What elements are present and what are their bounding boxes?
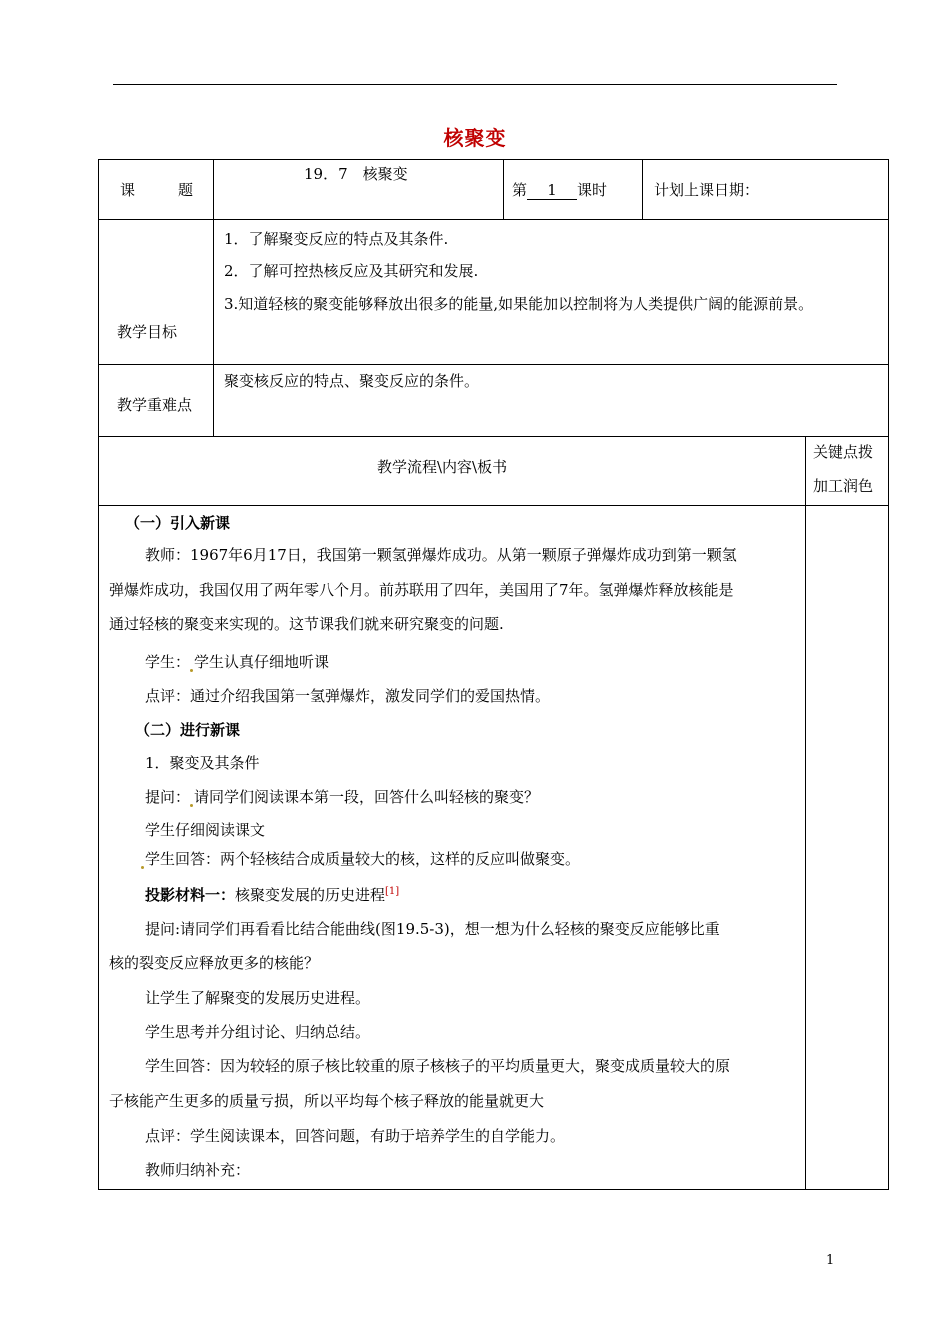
goal-2: 2．了解可控热核反应及其研究和发展.	[224, 262, 479, 280]
comment1: 点评：通过介绍我国第一氢弹爆炸，激发同学们的爱国热情。	[145, 687, 551, 705]
section-new: （二）进行新课	[135, 721, 241, 739]
period	[512, 179, 607, 200]
period-value: 1	[527, 181, 577, 200]
projection1	[145, 884, 399, 905]
side-header-1: 关键点拨	[813, 443, 874, 461]
cell-side-content	[805, 505, 889, 1190]
side-header-2: 加工润色	[813, 477, 874, 495]
period-prefix: 第	[512, 181, 528, 199]
topic-text: 19．7 核聚变	[304, 165, 408, 183]
student1	[145, 651, 329, 672]
ask1-text: 请同学们阅读课本第一段，回答什么叫轻核的聚变？	[194, 788, 540, 806]
answer1	[141, 848, 580, 869]
ask2-line1: 提问:请同学们再看看比结合能曲线(图19.5-3)，想一想为什么轻核的聚变反应能够比重	[145, 920, 720, 938]
section-intro: （一）引入新课	[125, 514, 231, 532]
student1-label: 学生：	[145, 653, 191, 671]
para1-line2: 弹爆炸成功，我国仅用了两年零八个月。前苏联用了四年，美国用了7年。氢弹爆炸释放核能是	[109, 581, 734, 599]
flow-header-label: 教学流程\内容\板书	[377, 458, 508, 476]
para1-line1: 教师：1967年6月17日，我国第一颗氢弹爆炸成功。从第一颗原子弹爆炸成功到第一颗氢	[145, 546, 737, 564]
projection1-label: 投影材料一：	[145, 886, 236, 904]
goal-3: 3.知道轻核的聚变能够释放出很多的能量,如果能加以控制将为人类提供广阔的能源前景。	[224, 295, 814, 313]
label-ti: 题	[178, 181, 194, 199]
ask1-label: 提问：	[145, 788, 191, 806]
marker-dot	[141, 866, 144, 869]
cell-goals-label	[98, 219, 214, 365]
cell-keypoints	[213, 364, 889, 437]
think1: 学生思考并分组讨论、归纳总结。	[145, 1023, 371, 1041]
cell-side-header	[805, 436, 889, 506]
cell-topic-label	[98, 159, 214, 220]
ask1	[145, 786, 539, 807]
period-suffix: 课时	[577, 181, 608, 199]
cell-plan-date	[642, 159, 889, 220]
projection1-text: 核聚变发展的历史进程	[235, 886, 386, 904]
keypoints-text: 聚变核反应的特点、聚变反应的条件。	[224, 372, 480, 390]
sub-fusion: 1．聚变及其条件	[145, 754, 260, 772]
ask2-line2: 核的裂变反应释放更多的核能？	[109, 954, 320, 972]
page-number: 1	[826, 1253, 835, 1268]
footnote-ref[interactable]: [1]	[385, 886, 400, 897]
cell-flow-header	[98, 436, 806, 506]
answer1-text: 学生回答：两个轻核结合成质量较大的核，这样的反应叫做聚变。	[145, 850, 581, 868]
cell-content	[98, 505, 806, 1190]
cell-goals	[213, 219, 889, 365]
cell-topic	[213, 159, 504, 220]
marker-dot	[190, 804, 193, 807]
read1: 学生仔细阅读课文	[145, 821, 266, 839]
cell-keypoints-label	[98, 364, 214, 437]
comment2: 点评：学生阅读课本，回答问题，有助于培养学生的自学能力。	[145, 1127, 566, 1145]
answer2-line2: 子核能产生更多的质量亏损，所以平均每个核子释放的能量就更大	[109, 1092, 545, 1110]
plan-date: 计划上课日期：	[654, 181, 760, 199]
cell-period	[503, 159, 643, 220]
goals-label: 教学目标	[117, 323, 178, 341]
marker-dot	[190, 669, 193, 672]
keypoints-label: 教学重难点	[117, 396, 193, 414]
header-rule	[113, 84, 837, 85]
answer2-line1: 学生回答：因为较轻的原子核比较重的原子核核子的平均质量更大，聚变成质量较大的原	[145, 1057, 731, 1075]
student1-text: 学生认真仔细地听课	[194, 653, 330, 671]
teacher-summary: 教师归纳补充：	[145, 1161, 251, 1179]
let1: 让学生了解聚变的发展历史进程。	[145, 989, 371, 1007]
label-ke: 课	[120, 181, 136, 199]
page-title: 核聚变	[443, 126, 507, 150]
para1-line3: 通过轻核的聚变来实现的。这节课我们就来研究聚变的问题.	[109, 615, 504, 633]
goal-1: 1．了解聚变反应的特点及其条件.	[224, 230, 449, 248]
